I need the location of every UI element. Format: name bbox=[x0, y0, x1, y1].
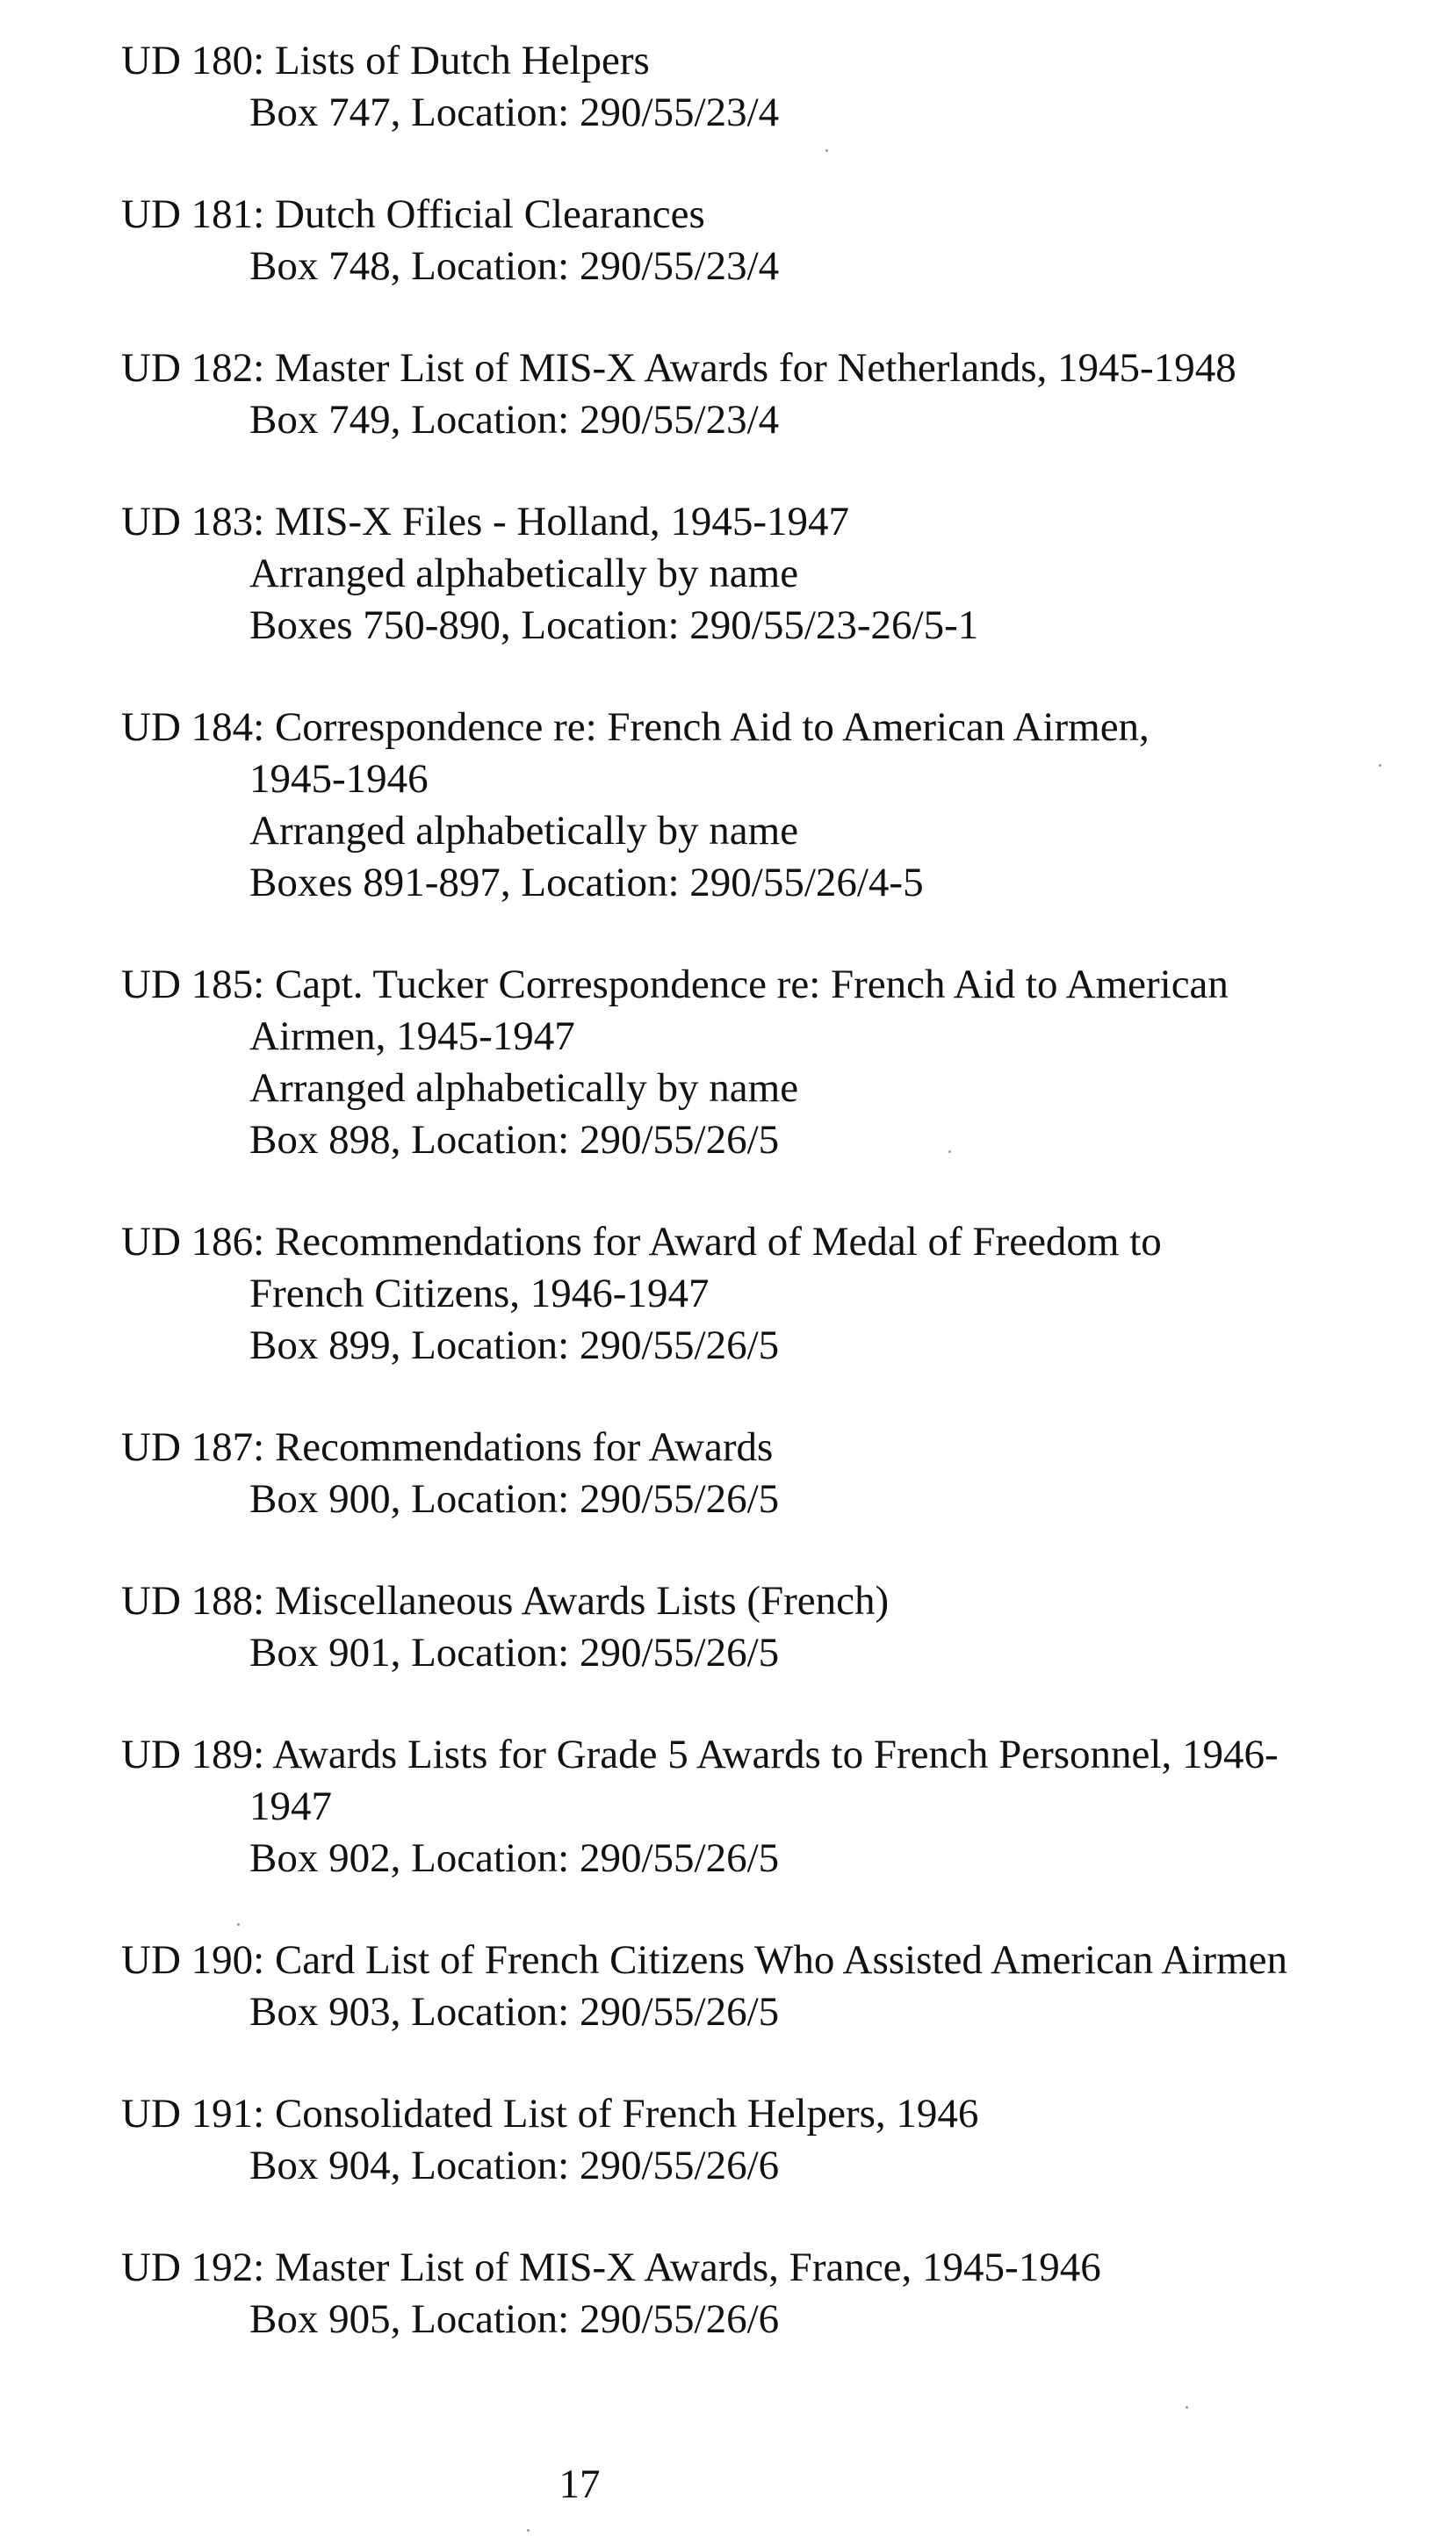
record-entry bbox=[121, 702, 1403, 909]
entry-detail-line: Box 902, Location: 290/55/26/5 bbox=[249, 1835, 780, 1881]
record-entry bbox=[121, 1575, 1403, 1679]
entry-detail-line: Arranged alphabetically by name bbox=[249, 808, 799, 854]
entry-detail-line: Box 899, Location: 290/55/26/5 bbox=[249, 1322, 780, 1368]
record-entry bbox=[121, 189, 1403, 292]
scan-speck bbox=[825, 149, 828, 152]
entry-detail-line: 1947 bbox=[249, 1784, 332, 1829]
entry-detail-line: Boxes 750-890, Location: 290/55/23-26/5-1 bbox=[249, 602, 979, 648]
entry-detail-line: Box 901, Location: 290/55/26/5 bbox=[249, 1630, 780, 1676]
entry-heading: UD 180: Lists of Dutch Helpers bbox=[121, 38, 650, 83]
record-entry bbox=[121, 342, 1403, 446]
entry-heading: UD 183: MIS-X Files - Holland, 1945-1947 bbox=[121, 499, 849, 544]
entry-detail-line: Arranged alphabetically by name bbox=[249, 551, 799, 596]
page-number: 17 bbox=[559, 2461, 601, 2507]
scan-speck bbox=[1379, 764, 1381, 767]
entry-heading: UD 190: Card List of French Citizens Who Assisted American Airmen bbox=[121, 1937, 1288, 1983]
record-entry bbox=[121, 35, 1403, 139]
entry-detail-line: Box 904, Location: 290/55/26/6 bbox=[249, 2143, 780, 2188]
entry-detail-line: Box 898, Location: 290/55/26/5 bbox=[249, 1117, 780, 1163]
entry-heading: UD 188: Miscellaneous Awards Lists (French) bbox=[121, 1578, 890, 1624]
record-entry bbox=[121, 2088, 1403, 2192]
entry-heading: UD 181: Dutch Official Clearances bbox=[121, 191, 705, 237]
entry-detail-line: French Citizens, 1946-1947 bbox=[249, 1271, 710, 1316]
entry-list bbox=[121, 35, 1403, 2346]
entry-detail-line: Arranged alphabetically by name bbox=[249, 1065, 799, 1111]
scan-speck bbox=[527, 2529, 530, 2532]
record-entry bbox=[121, 1729, 1403, 1885]
entry-detail-line: Box 900, Location: 290/55/26/5 bbox=[249, 1476, 780, 1522]
entry-heading: UD 186: Recommendations for Award of Medal of Freedom to bbox=[121, 1219, 1162, 1265]
entry-heading: UD 192: Master List of MIS-X Awards, France, 1945-1946 bbox=[121, 2245, 1101, 2290]
scan-speck bbox=[1186, 2406, 1188, 2409]
record-entry bbox=[121, 1935, 1403, 2038]
entry-heading: UD 187: Recommendations for Awards bbox=[121, 1424, 774, 1470]
entry-detail-line: Box 747, Location: 290/55/23/4 bbox=[249, 90, 780, 135]
entry-detail-line: Boxes 891-897, Location: 290/55/26/4-5 bbox=[249, 860, 924, 905]
entry-detail-line: Box 748, Location: 290/55/23/4 bbox=[249, 243, 780, 289]
record-entry bbox=[121, 959, 1403, 1166]
scan-speck bbox=[948, 1150, 951, 1153]
record-entry bbox=[121, 496, 1403, 652]
scan-speck bbox=[237, 1923, 240, 1926]
entry-detail-line: Box 903, Location: 290/55/26/5 bbox=[249, 1989, 780, 2035]
entry-heading: UD 184: Correspondence re: French Aid to American Airmen, bbox=[121, 704, 1150, 750]
entry-heading: UD 185: Capt. Tucker Correspondence re: French Aid to American bbox=[121, 962, 1229, 1007]
entry-detail-line: Box 749, Location: 290/55/23/4 bbox=[249, 397, 780, 443]
entry-detail-line: Box 905, Location: 290/55/26/6 bbox=[249, 2296, 780, 2342]
record-entry bbox=[121, 2242, 1403, 2346]
entry-heading: UD 191: Consolidated List of French Helpers, 1946 bbox=[121, 2091, 979, 2137]
record-entry bbox=[121, 1422, 1403, 1525]
record-entry bbox=[121, 1216, 1403, 1372]
entry-detail-line: 1945-1946 bbox=[249, 756, 429, 802]
entry-heading: UD 189: Awards Lists for Grade 5 Awards to French Personnel, 1946- bbox=[121, 1732, 1279, 1777]
entry-detail-line: Airmen, 1945-1947 bbox=[249, 1013, 575, 1059]
entry-heading: UD 182: Master List of MIS-X Awards for Netherlands, 1945-1948 bbox=[121, 345, 1236, 391]
